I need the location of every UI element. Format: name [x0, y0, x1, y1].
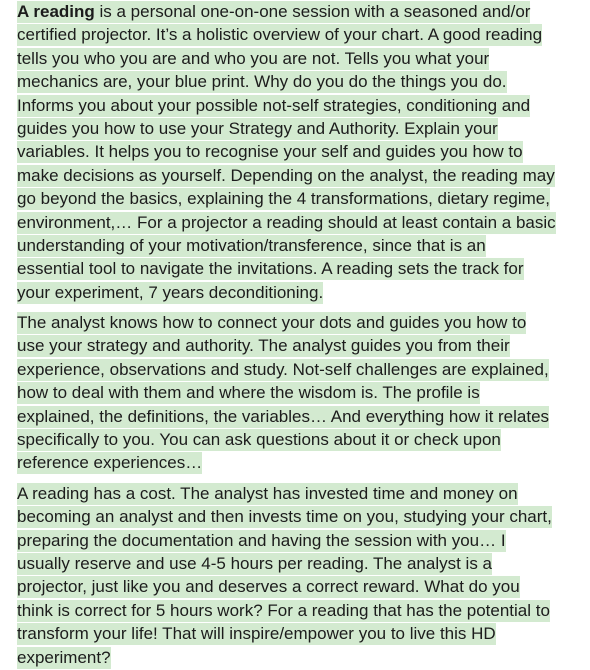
text-line: usually reserve and use 4-5 hours per reading. The analyst is a: [17, 553, 493, 573]
text-line: Informs you about your possible not-self strategies, conditioning and: [17, 95, 531, 115]
text-line: variables. It helps you to recognise your self and guides you how to: [17, 142, 523, 162]
text-line: becoming an analyst and then invests time on you, studying your chart,: [17, 507, 552, 527]
text-line: experiment?: [17, 647, 111, 667]
paragraph-analyst-role: [17, 311, 583, 475]
text-line: A reading is a personal one-on-one session with a seasoned and/or: [17, 2, 531, 21]
text-line: specifically to you. You can ask questions about it or check upon: [17, 430, 501, 450]
text-line: essential tool to navigate the invitations. A reading sets the track for: [17, 259, 524, 279]
text-line: mechanics are, your blue print. Why do you do the things you do.: [17, 72, 507, 92]
text-line: your experiment, 7 years deconditioning.: [17, 282, 324, 302]
text-line: guides you how to use your Strategy and Authority. Explain your: [17, 118, 498, 138]
text-line: A reading has a cost. The analyst has invested time and money on: [17, 483, 518, 503]
paragraph-what-is-a-reading: [17, 0, 583, 304]
text-line: understanding of your motivation/transference, since that is an: [17, 235, 486, 255]
document-body: [17, 0, 583, 669]
text-line: environment,… For a projector a reading should at least contain a basic: [17, 212, 556, 232]
text-line: go beyond the basics, explaining the 4 transformations, dietary regime,: [17, 189, 550, 209]
text-line: use your strategy and authority. The analyst guides you from their: [17, 336, 510, 356]
text-line: transform your life! That will inspire/empower you to live this HD: [17, 624, 496, 644]
text-line: make decisions as yourself. Depending on the analyst, the reading may: [17, 165, 555, 185]
paragraph-reading-cost: [17, 482, 583, 669]
text-line: projector, just like you and deserves a correct reward. What do you: [17, 577, 520, 597]
text-line: preparing the documentation and having the session with you… I: [17, 530, 506, 550]
text-line: The analyst knows how to connect your dots and guides you how to: [17, 313, 527, 333]
text-line: how to deal with them and where the wisdom is. The profile is: [17, 383, 480, 403]
text-line: experience, observations and study. Not-self challenges are explained,: [17, 359, 549, 379]
text-line: explained, the definitions, the variables… And everything how it relates: [17, 406, 550, 426]
bold-lead-text: A reading: [17, 2, 95, 21]
text-line: tells you who you are and who you are not. Tells you what your: [17, 48, 490, 68]
text-line: think is correct for 5 hours work? For a reading that has the potential to: [17, 600, 550, 620]
text-line: certified projector. It’s a holistic overview of your chart. A good reading: [17, 25, 543, 45]
text-line: reference experiences…: [17, 453, 203, 473]
